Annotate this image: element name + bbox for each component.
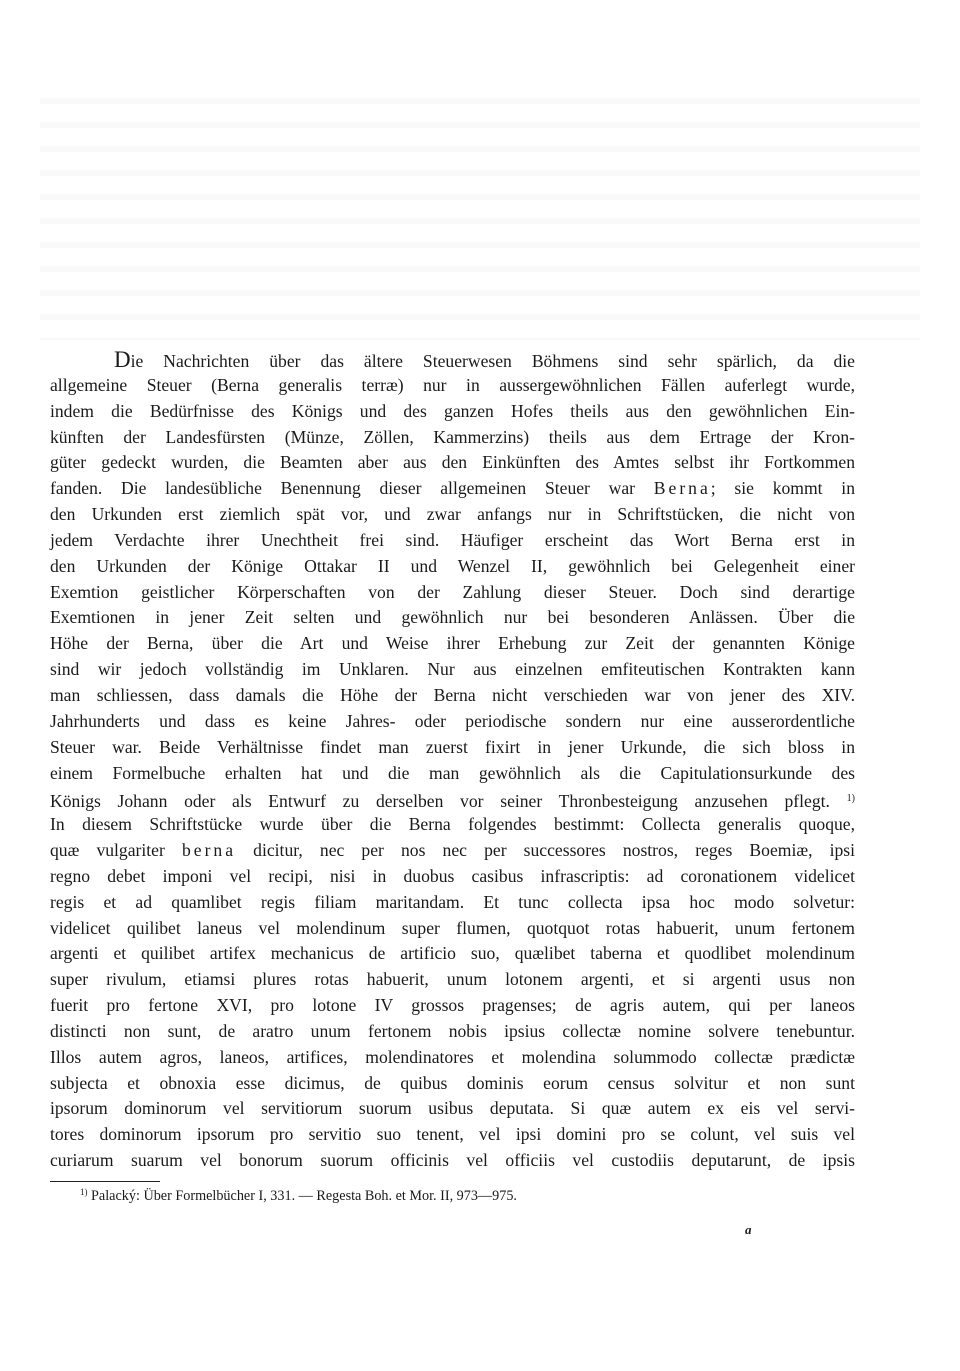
text-line: ipsorum dominorum vel servitiorum suorum usibus deputata. Si quæ autem ex eis vel servi- xyxy=(50,1098,855,1119)
text-line: In diesem Schriftstücke wurde über die Berna folgendes bestimmt: Collecta generalis quoque, xyxy=(50,814,855,835)
text-line: güter gedeckt wurden, die Beamten aber aus den Einkünften des Amtes selbst ihr Fortkommen xyxy=(50,452,855,473)
text-line: Exemtionen in jener Zeit selten und gewöhnlich nur bei besonderen Anlässen. Über die xyxy=(50,607,855,628)
text-line: quæ vulgariter berna dicitur, nec per nos nec per successores nostros, reges Boemiæ, ipsi xyxy=(50,840,856,861)
spaced-term: berna xyxy=(181,840,237,861)
footnote-text: Palacký: Über Formelbücher I, 331. — Regesta Boh. et Mor. II, 973—975. xyxy=(91,1188,517,1204)
text-line: den Urkunden erst ziemlich spät vor, und zwar anfangs nur in Schriftstücken, die nicht von xyxy=(50,504,855,525)
text-line: Jahrhunderts und dass es keine Jahres- oder periodische sondern nur eine ausserordentliche xyxy=(50,710,855,731)
signature-mark: a xyxy=(745,1222,752,1237)
footnote-reference[interactable]: 1) xyxy=(846,793,855,805)
text-line: indem die Bedürfnisse des Königs und des ganzen Hofes theils aus den gewöhnlichen Ein- xyxy=(50,400,855,421)
text-line: künften der Landesfürsten (Münze, Zöllen, Kammerzins) theils aus dem Ertrage der Kron- xyxy=(50,426,855,447)
drop-cap: D xyxy=(114,347,131,372)
text-line: einem Formelbuche erhalten hat und die man gewöhnlich als die Capitulationsurkunde des xyxy=(50,762,855,783)
text-line: Exemtion geistlicher Körperschaften von der Zahlung dieser Steuer. Doch sind derartige xyxy=(50,581,855,602)
text-line: fanden. Die landesübliche Benennung dieser allgemeinen Steuer war Berna; sie kommt in xyxy=(50,478,855,499)
text-line: videlicet quilibet laneus vel molendinum super flumen, quotquot rotas habuerit, unum fertonem xyxy=(50,917,855,938)
text-line: curiarum suarum vel bonorum suorum officinis vel officiis vel custodiis deputarunt, de ipsis xyxy=(50,1150,855,1171)
text-line: argenti et quilibet artifex mechanicus de artificio suo, quælibet taberna et quodlibet molendinum xyxy=(50,943,855,964)
text-line: Steuer war. Beide Verhältnisse findet man zuerst fixirt in jener Urkunde, die sich bloss in xyxy=(50,736,855,757)
text-line: Illos autem agros, laneos, artifices, molendinatores et molendina solummodo collectæ prædictæ xyxy=(50,1046,855,1067)
text-line: man schliessen, dass damals die Höhe der Berna nicht verschieden war von jener des XIV. xyxy=(50,684,855,705)
text-line: distincti non sunt, de aratro unum fertonem nobis ipsius collectæ nomine solvere tenebuntur. xyxy=(50,1020,855,1041)
text-line: jedem Verdachte ihrer Unechtheit frei sind. Häufiger erscheint das Wort Berna erst in xyxy=(50,529,855,550)
spaced-term: Berna xyxy=(653,478,711,499)
text-line: allgemeine Steuer (Berna generalis terræ) nur in aussergewöhnlichen Fällen auferlegt wurde, xyxy=(50,374,855,395)
footnote-mark: 1) xyxy=(80,1187,88,1197)
text-line: regis et ad quamlibet regis filiam maritandam. Et tunc collecta ipsa hoc modo solvetur: xyxy=(50,891,855,912)
text-line: Königs Johann oder als Entwurf zu derselben vor seiner Thronbesteigung anzusehen pflegt. $^{1)}$ xyxy=(50,791,855,812)
body-text xyxy=(50,347,855,1174)
text-line: regno debet imponi vel recipi, nisi in duobus casibus infrascriptis: ad coronationem videlicet xyxy=(50,865,855,886)
footnote xyxy=(80,1187,517,1205)
footnote-divider xyxy=(50,1181,160,1182)
text-line: super rivulum, etiamsi plures rotas habuerit, unum lotonem argenti, et si argenti usus non xyxy=(50,969,855,990)
text-line: Höhe der Berna, über die Art und Weise ihrer Erhebung zur Zeit der genannten Könige xyxy=(50,633,855,654)
text-line: tores dominorum ipsorum pro servitio suo tenent, vel ipsi domini pro se colunt, vel suis vel xyxy=(50,1124,855,1145)
bleed-through-area xyxy=(40,80,920,340)
text-line: sind wir jedoch vollständig im Unklaren. Nur aus einzelnen emfiteutischen Kontrakten kann xyxy=(50,659,855,680)
text-line: Die Nachrichten über das ältere Steuerwesen Böhmens sind sehr spärlich, da die xyxy=(114,347,855,372)
text-line: subjecta et obnoxia esse dicimus, de quibus dominis eorum census solvitur et non sunt xyxy=(50,1072,855,1093)
text-line: fuerit pro fertone XVI, pro lotone IV grossos pragenses; de agris autem, qui per laneos xyxy=(50,995,855,1016)
text-line: den Urkunden der Könige Ottakar II und Wenzel II, gewöhnlich bei Gelegenheit einer xyxy=(50,555,855,576)
